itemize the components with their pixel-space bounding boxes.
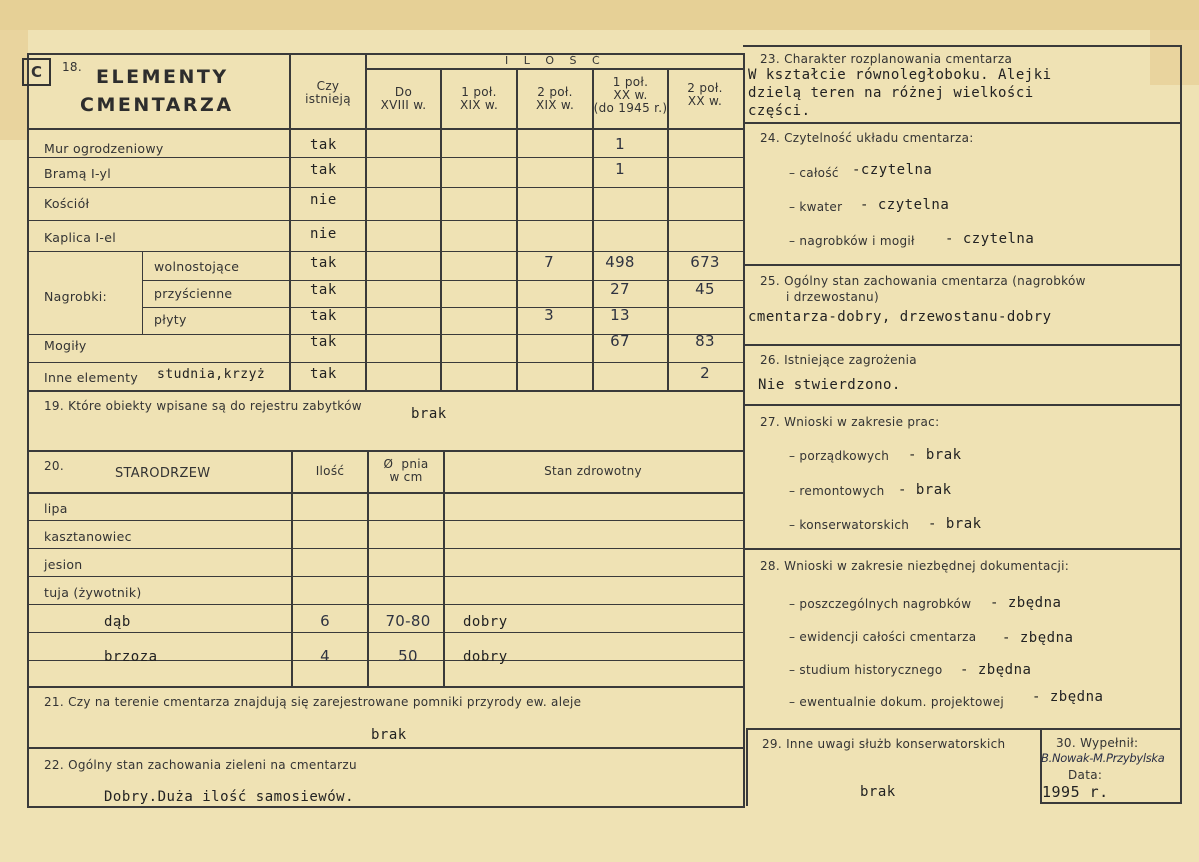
element-row-exists: nie bbox=[310, 192, 337, 208]
section-28-item-label: – poszczególnych nagrobków bbox=[789, 597, 972, 611]
section-30-date-label: Data: bbox=[1068, 768, 1103, 782]
section-19-label: 19. Które obiekty wpisane są do rejestru zabytków bbox=[44, 399, 362, 413]
tree-row-name: lipa bbox=[44, 501, 68, 516]
element-row-count: 27 bbox=[610, 280, 630, 298]
section-25-label-line1: 25. Ogólny stan zachowania cmentarza (nagrobków bbox=[760, 274, 1086, 288]
tree-row-health: dobry bbox=[463, 649, 508, 665]
section-24-item-label: – kwater bbox=[789, 200, 843, 214]
element-row-count: 83 bbox=[695, 332, 715, 350]
section-28-item-value: - zbędna bbox=[1032, 689, 1104, 705]
section-18-title-line2: CMENTARZA bbox=[80, 94, 234, 116]
section-27-item-value: - brak bbox=[928, 516, 982, 532]
section-23-value-line2: dzielą teren na różnej wielkości bbox=[748, 85, 1034, 101]
section-24-item-label: – nagrobków i mogił bbox=[789, 234, 915, 248]
col-health-header: Stan zdrowotny bbox=[544, 464, 642, 478]
element-row-label: przyścienne bbox=[154, 286, 233, 301]
section-21-label: 21. Czy na terenie cmentarza znajdują się zarejestrowane pomniki przyrody ew. aleje bbox=[44, 695, 582, 709]
element-row-label: Kościół bbox=[44, 196, 90, 211]
tree-row-name: tuja (żywotnik) bbox=[44, 585, 142, 600]
section-29-value: brak bbox=[860, 784, 896, 800]
tree-row-qty: 4 bbox=[320, 647, 330, 665]
col-1pol-xix-header: 1 poł. XIX w. bbox=[459, 85, 499, 112]
tree-row-name: jesion bbox=[44, 557, 83, 572]
tape-corner bbox=[1150, 30, 1199, 85]
element-row-count: 45 bbox=[695, 280, 715, 298]
element-row-count: 498 bbox=[605, 253, 635, 271]
element-row-label: Mur ogrodzeniowy bbox=[44, 141, 164, 156]
section-27-item-label: – remontowych bbox=[789, 484, 885, 498]
section-28-item-value: - zbędna bbox=[990, 595, 1062, 611]
section-19-value: brak bbox=[411, 406, 447, 422]
section-27-label: 27. Wnioski w zakresie prac: bbox=[760, 415, 940, 429]
nagrobki-label: Nagrobki: bbox=[44, 289, 108, 304]
section-22-value: Dobry.Duża ilość samosiewów. bbox=[104, 789, 355, 805]
element-row-count: 67 bbox=[610, 332, 630, 350]
element-row-count: 13 bbox=[610, 306, 630, 324]
section-23-value-line1: W kształcie równoległoboku. Alejki bbox=[748, 67, 1052, 83]
section-25-value: cmentarza-dobry, drzewostanu-dobry bbox=[748, 309, 1052, 325]
element-row-label: płyty bbox=[154, 312, 187, 327]
element-row-label: Bramą I-yl bbox=[44, 166, 112, 181]
element-row-extra: studnia,krzyż bbox=[157, 367, 266, 382]
signature: B.Nowak-M.Przybylska bbox=[1041, 751, 1165, 765]
element-row-label: Inne elementy bbox=[44, 370, 139, 385]
section-23-label: 23. Charakter rozplanowania cmentarza bbox=[760, 52, 1013, 66]
col-2pol-xx-header: 2 poł. XX w. bbox=[687, 81, 723, 108]
tree-row-health: dobry bbox=[463, 614, 508, 630]
section-20-number: 20. bbox=[44, 459, 64, 473]
section-24-item-label: – całość bbox=[789, 166, 839, 180]
tree-row-name: dąb bbox=[104, 614, 131, 630]
section-24-label: 24. Czytelność układu cmentarza: bbox=[760, 131, 974, 145]
col-1pol-xx-header: 1 poł. XX w. (do 1945 r.) bbox=[593, 75, 668, 115]
section-24-item-value: - czytelna bbox=[945, 231, 1035, 247]
section-27-item-label: – porządkowych bbox=[789, 449, 890, 463]
section-28-item-label: – studium historycznego bbox=[789, 663, 943, 677]
section-28-item-label: – ewentualnie dokum. projektowej bbox=[789, 695, 1005, 709]
tape-strip-top bbox=[0, 0, 1199, 30]
section-30-date-value: 1995 r. bbox=[1042, 783, 1109, 801]
section-27-item-label: – konserwatorskich bbox=[789, 518, 910, 532]
element-row-exists: nie bbox=[310, 226, 337, 242]
element-row-label: Kaplica I-el bbox=[44, 230, 116, 245]
col-qty-header: Ilość bbox=[315, 464, 345, 478]
section-28-item-value: - zbędna bbox=[1002, 630, 1074, 646]
element-row-exists: tak bbox=[310, 162, 337, 178]
element-row-exists: tak bbox=[310, 282, 337, 298]
section-20-title: STARODRZEW bbox=[115, 466, 211, 481]
element-row-exists: tak bbox=[310, 308, 337, 324]
element-row-count: 7 bbox=[544, 253, 554, 271]
section-26-value: Nie stwierdzono. bbox=[758, 377, 901, 393]
tree-row-diam: 50 bbox=[398, 647, 418, 665]
section-28-item-label: – ewidencji całości cmentarza bbox=[789, 630, 977, 644]
element-row-count: 1 bbox=[615, 135, 625, 153]
section-28-item-value: - zbędna bbox=[960, 662, 1032, 678]
section-30-label: 30. Wypełnił: bbox=[1056, 736, 1139, 750]
section-18-number: 18. bbox=[62, 60, 82, 74]
col-exists-header: Czy istnieją bbox=[305, 79, 351, 106]
tree-row-qty: 6 bbox=[320, 612, 330, 630]
section-21-value: brak bbox=[371, 727, 407, 743]
col-2pol-xix-header: 2 poł. XIX w. bbox=[535, 85, 575, 112]
element-row-label: Mogiły bbox=[44, 338, 87, 353]
section-28-label: 28. Wnioski w zakresie niezbędnej dokumentacji: bbox=[760, 559, 1070, 573]
section-22-label: 22. Ogólny stan zachowania zieleni na cmentarzu bbox=[44, 758, 357, 772]
section-18-title-line1: ELEMENTY bbox=[96, 66, 229, 88]
element-row-count: 2 bbox=[700, 364, 710, 382]
section-26-label: 26. Istniejące zagrożenia bbox=[760, 353, 917, 367]
col-diam-header: Ø pnia w cm bbox=[383, 457, 429, 484]
element-row-count: 1 bbox=[615, 160, 625, 178]
section-24-item-value: - czytelna bbox=[860, 197, 950, 213]
section-23-value-line3: części. bbox=[748, 103, 811, 119]
card-code: C bbox=[31, 63, 43, 81]
element-row-exists: tak bbox=[310, 334, 337, 350]
element-row-label: wolnostojące bbox=[154, 259, 240, 274]
section-27-item-value: - brak bbox=[908, 447, 962, 463]
element-row-exists: tak bbox=[310, 366, 337, 382]
element-row-exists: tak bbox=[310, 137, 337, 153]
section-25-label-line2: i drzewostanu) bbox=[786, 290, 879, 304]
tree-row-name: kasztanowiec bbox=[44, 529, 132, 544]
element-row-exists: tak bbox=[310, 255, 337, 271]
section-29-label: 29. Inne uwagi służb konserwatorskich bbox=[762, 737, 1006, 751]
tree-row-name: brzoza bbox=[104, 649, 158, 665]
element-row-count: 3 bbox=[544, 306, 554, 324]
section-24-item-value: -czytelna bbox=[852, 162, 933, 178]
tree-row-diam: 70-80 bbox=[385, 612, 431, 630]
card-code-box bbox=[22, 58, 51, 86]
section-27-item-value: - brak bbox=[898, 482, 952, 498]
col-do-xviii-header: Do XVIII w. bbox=[380, 85, 427, 112]
ilosc-header: I L O Ś Ć bbox=[505, 54, 606, 67]
element-row-count: 673 bbox=[690, 253, 720, 271]
